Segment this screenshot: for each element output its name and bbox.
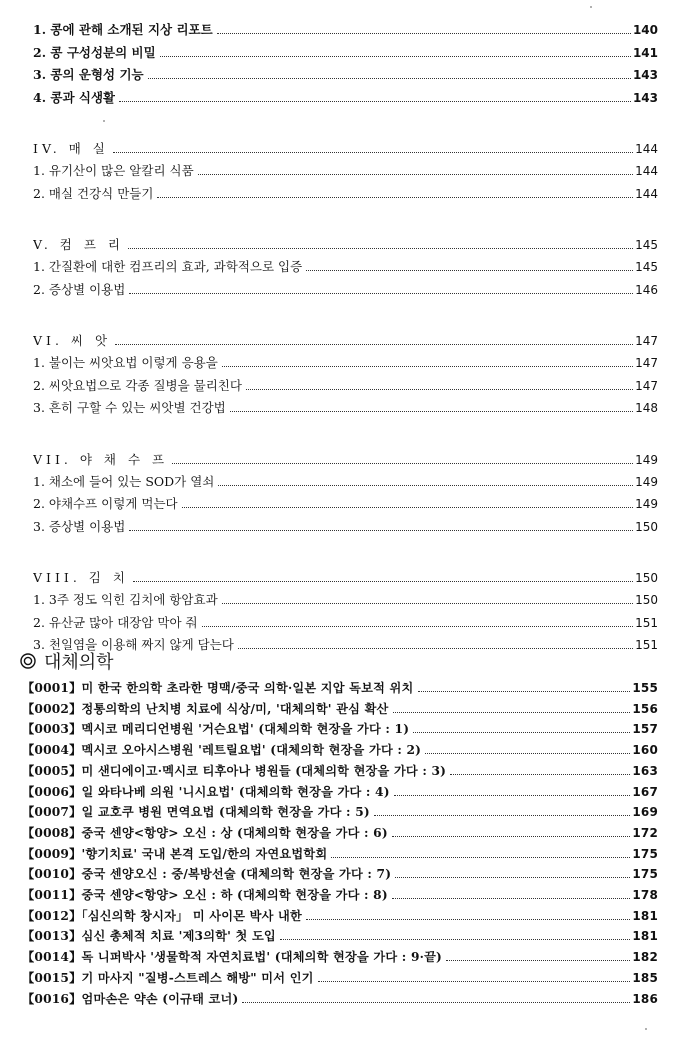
toc-entry bbox=[33, 18, 658, 38]
dot-leader bbox=[413, 732, 630, 733]
toc-entry-page-number: 149 bbox=[635, 497, 658, 511]
alt-medicine-title: 대체의학 bbox=[44, 652, 114, 673]
dot-leader bbox=[133, 581, 633, 582]
alt-entry bbox=[22, 821, 658, 841]
alt-entry bbox=[22, 945, 658, 965]
toc-entry-page-number: 141 bbox=[632, 45, 658, 60]
alt-entry-title: 【0010】중국 센양오신 : 중/복방선술 (대체의학 현장을 가다 : 7) bbox=[22, 867, 392, 882]
toc-entry-page-number: 144 bbox=[635, 164, 658, 178]
dot-leader bbox=[182, 507, 633, 508]
toc-entry bbox=[33, 470, 658, 490]
alt-entry bbox=[22, 904, 658, 924]
scan-speck bbox=[645, 1028, 647, 1030]
alt-entry-title: 【0009】'향기치료' 국내 본격 도입/한의 자연요법학회 bbox=[22, 846, 328, 861]
dot-leader bbox=[115, 344, 633, 345]
alt-entry-title: 【0001】미 한국 한의학 초라한 명맥/중국 의학·일본 지압 독보적 위치 bbox=[22, 681, 414, 695]
scan-speck bbox=[590, 6, 592, 8]
alt-entry-title: 【0005】미 샌디에이고·멕시코 티후아나 병원들 (대체의학 현장을 가다 : 3) bbox=[22, 763, 447, 778]
toc-entry-title: 2. 유산균 많아 대장암 막아 줘 bbox=[33, 614, 198, 630]
dot-leader bbox=[246, 389, 633, 390]
toc-entry-page-number: 150 bbox=[635, 519, 658, 534]
toc-entry-title: 3. 콩의 운형성 기능 bbox=[33, 67, 144, 82]
dot-leader bbox=[119, 101, 631, 102]
alt-entry-page-number: 186 bbox=[632, 991, 658, 1006]
alt-entry bbox=[22, 697, 658, 717]
dot-leader bbox=[222, 366, 633, 367]
dot-leader bbox=[157, 197, 633, 198]
toc-entry bbox=[33, 633, 658, 653]
toc-entry-title: 2. 콩 구성성분의 비밀 bbox=[33, 44, 156, 60]
alt-entry-page-number: 167 bbox=[632, 784, 658, 799]
dot-leader bbox=[128, 248, 633, 249]
alt-entry-page-number: 175 bbox=[632, 867, 658, 882]
alt-entry-title: 【0012】「심신의학 창시자」 미 사이몬 박사 내한 bbox=[22, 908, 302, 923]
toc-entry-title: 3. 증상별 이용법 bbox=[33, 518, 126, 534]
dot-leader bbox=[242, 1002, 630, 1003]
dot-leader bbox=[392, 836, 631, 837]
toc-section-page-number: 149 bbox=[635, 452, 658, 467]
toc-section-page-number: 147 bbox=[635, 334, 658, 348]
toc-entry-title: 1. 콩에 관해 소개된 지상 리포트 bbox=[33, 22, 213, 37]
toc-entry-title: 4. 콩과 식생활 bbox=[33, 89, 116, 105]
alt-entry-title: 【0015】기 마사지 "질병-스트레스 해방" 미서 인기 bbox=[22, 970, 314, 985]
toc-entry-page-number: 145 bbox=[635, 260, 658, 274]
dot-leader bbox=[318, 981, 631, 982]
toc-entry bbox=[33, 492, 658, 512]
dot-leader bbox=[418, 691, 631, 692]
dot-leader bbox=[280, 939, 630, 940]
dot-leader bbox=[129, 293, 633, 294]
dot-leader bbox=[217, 33, 631, 34]
dot-leader bbox=[238, 648, 633, 649]
toc-section-title: V. 컴 프 리 bbox=[33, 237, 124, 252]
toc-entry bbox=[33, 278, 658, 298]
alt-entry bbox=[22, 759, 658, 779]
toc-section bbox=[33, 233, 658, 253]
toc-entry bbox=[33, 351, 658, 371]
toc-section-title: VI. 씨 앗 bbox=[33, 333, 112, 348]
dot-leader bbox=[394, 795, 631, 796]
double-circle-icon bbox=[20, 653, 36, 669]
alt-entry-title: 【0008】중국 센양<항양> 오신 : 상 (대체의학 현장을 가다 : 6) bbox=[22, 825, 388, 840]
alt-entry-page-number: 182 bbox=[632, 950, 658, 965]
toc-entry bbox=[33, 515, 658, 535]
toc-entry-title: 3. 천일염을 이용해 짜지 않게 담는다 bbox=[33, 637, 234, 652]
alt-entry-page-number: 160 bbox=[632, 743, 658, 758]
dot-leader bbox=[450, 774, 630, 775]
toc-entry-title: 2. 증상별 이용법 bbox=[33, 281, 126, 297]
alt-entry bbox=[22, 800, 658, 820]
dot-leader bbox=[172, 463, 633, 464]
scan-speck bbox=[103, 120, 105, 122]
toc-entry-title: 2. 씨앗요법으로 각종 질병을 물리친다 bbox=[33, 377, 242, 393]
alt-entry-title: 【0016】엄마손은 약손 (이규태 코너) bbox=[22, 991, 239, 1006]
alt-entry-title: 【0004】멕시코 오아시스병원 '레트릴요법' (대체의학 현장을 가다 : 2) bbox=[22, 743, 422, 758]
alt-entry-page-number: 163 bbox=[632, 763, 658, 778]
alt-entry bbox=[22, 780, 658, 800]
toc-entry-title: 3. 흔히 구할 수 있는 씨앗별 건강법 bbox=[33, 400, 226, 415]
alt-medicine-heading bbox=[20, 649, 114, 673]
dot-leader bbox=[160, 56, 631, 57]
dot-leader bbox=[222, 603, 633, 604]
toc-section bbox=[33, 566, 658, 586]
toc-entry bbox=[33, 159, 658, 179]
toc-entry bbox=[33, 374, 658, 394]
toc-entry bbox=[33, 182, 658, 202]
toc-section bbox=[33, 137, 658, 157]
dot-leader bbox=[198, 174, 633, 175]
dot-leader bbox=[395, 877, 630, 878]
toc-entry-page-number: 151 bbox=[635, 615, 658, 630]
alt-entry-page-number: 178 bbox=[632, 888, 658, 902]
toc-entry-page-number: 148 bbox=[635, 401, 658, 415]
alt-entry-page-number: 156 bbox=[632, 701, 658, 716]
dot-leader bbox=[218, 485, 633, 486]
alt-entry bbox=[22, 987, 658, 1007]
toc-section-title: IV. 매 실 bbox=[33, 141, 109, 156]
alt-entry bbox=[22, 717, 658, 737]
alt-entry-page-number: 155 bbox=[632, 681, 658, 695]
alt-entry bbox=[22, 966, 658, 986]
toc-entry-page-number: 147 bbox=[635, 356, 658, 370]
alt-entry-page-number: 175 bbox=[632, 846, 658, 861]
alt-entry-page-number: 172 bbox=[632, 825, 658, 840]
alt-entry-title: 【0013】심신 총체적 치료 '제3의학' 첫 도입 bbox=[22, 929, 276, 944]
toc-entry bbox=[33, 255, 658, 275]
toc-entry-title: 1. 불이는 씨앗요법 이렇게 응용을 bbox=[33, 355, 218, 370]
toc-section-page-number: 145 bbox=[635, 238, 658, 252]
alt-entry-page-number: 181 bbox=[632, 929, 658, 944]
toc-entry-page-number: 144 bbox=[635, 186, 658, 201]
alt-entry-page-number: 181 bbox=[632, 908, 658, 923]
alt-entry bbox=[22, 842, 658, 862]
toc-entry-page-number: 143 bbox=[632, 90, 658, 105]
toc-entry bbox=[33, 396, 658, 416]
toc-section-title: VIII. 김 치 bbox=[33, 570, 129, 585]
dot-leader bbox=[129, 530, 633, 531]
toc-entry-page-number: 140 bbox=[632, 23, 658, 37]
toc-entry-title: 1. 간질환에 대한 컴프리의 효과, 과학적으로 입증 bbox=[33, 259, 303, 274]
toc-entry-page-number: 149 bbox=[635, 474, 658, 489]
dot-leader bbox=[306, 919, 630, 920]
alt-entry-title: 【0014】독 니퍼박사 '생물학적 자연치료법' (대체의학 현장을 가다 : 9·끝) bbox=[22, 950, 443, 965]
dot-leader bbox=[446, 960, 630, 961]
alt-entry-title: 【0002】정통의학의 난치병 치료에 식상/미, '대체의학' 관심 확산 bbox=[22, 701, 389, 716]
toc-entry bbox=[33, 63, 658, 83]
alt-entry-title: 【0007】일 교호쿠 병원 면역요법 (대체의학 현장을 가다 : 5) bbox=[22, 805, 370, 820]
dot-leader bbox=[148, 78, 631, 79]
toc-entry-title: 1. 채소에 들어 있는 SOD가 열쇠 bbox=[33, 473, 215, 489]
alt-entry-title: 【0006】일 와타나베 의원 '니시요법' (대체의학 현장을 가다 : 4) bbox=[22, 784, 390, 799]
dot-leader bbox=[374, 815, 631, 816]
toc-entry-title: 1. 유기산이 많은 알칼리 식품 bbox=[33, 163, 194, 178]
alt-entry bbox=[22, 883, 658, 903]
toc-section-title: VII. 야 채 수 프 bbox=[33, 451, 169, 467]
dot-leader bbox=[113, 152, 633, 153]
toc-entry bbox=[33, 41, 658, 61]
dot-leader bbox=[425, 753, 630, 754]
alt-entry-page-number: 185 bbox=[632, 970, 658, 985]
toc-entry-page-number: 150 bbox=[635, 593, 658, 607]
alt-entry-page-number: 169 bbox=[632, 805, 658, 820]
alt-entry bbox=[22, 676, 658, 696]
toc-section-page-number: 150 bbox=[635, 571, 658, 585]
toc-section bbox=[33, 329, 658, 349]
toc-entry-page-number: 143 bbox=[632, 68, 658, 82]
toc-entry-title: 2. 매실 건강식 만들기 bbox=[33, 185, 154, 201]
toc-entry-page-number: 146 bbox=[635, 282, 658, 297]
toc-entry-page-number: 151 bbox=[635, 638, 658, 652]
alt-entry bbox=[22, 738, 658, 758]
dot-leader bbox=[202, 626, 633, 627]
alt-entry bbox=[22, 862, 658, 882]
dot-leader bbox=[393, 712, 631, 713]
alt-entry-title: 【0003】멕시코 메리디언병원 '거슨요법' (대체의학 현장을 가다 : 1) bbox=[22, 722, 410, 737]
toc-entry-title: 2. 야채수프 이렇게 먹는다 bbox=[33, 496, 178, 511]
toc-entry bbox=[33, 86, 658, 106]
toc-section bbox=[33, 448, 658, 468]
dot-leader bbox=[392, 898, 631, 899]
toc-entry-title: 1. 3주 정도 익힌 김치에 항암효과 bbox=[33, 592, 218, 607]
toc-entry bbox=[33, 611, 658, 631]
toc-entry bbox=[33, 588, 658, 608]
toc-entry-page-number: 147 bbox=[635, 378, 658, 393]
alt-entry-page-number: 157 bbox=[632, 722, 658, 737]
alt-entry-title: 【0011】중국 센양<항양> 오신 : 하 (대체의학 현장을 가다 : 8) bbox=[22, 888, 388, 902]
alt-entry bbox=[22, 924, 658, 944]
dot-leader bbox=[331, 857, 630, 858]
toc-section-page-number: 144 bbox=[635, 142, 658, 156]
dot-leader bbox=[306, 270, 633, 271]
dot-leader bbox=[230, 411, 633, 412]
